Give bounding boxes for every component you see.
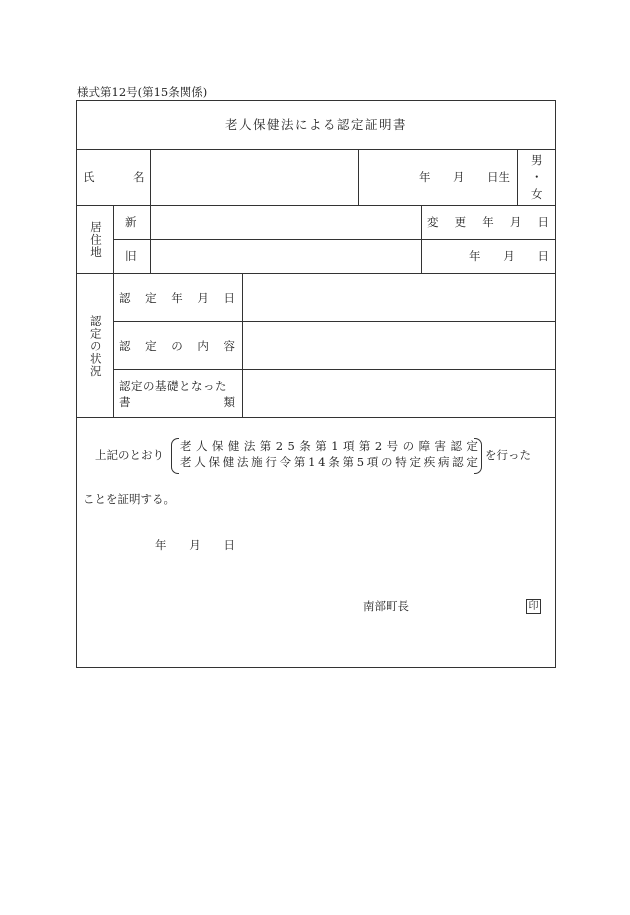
option-char: 2: [374, 439, 383, 453]
option-char: 老: [180, 455, 192, 469]
change-date-label: [427, 217, 549, 229]
option-char: 健: [222, 455, 235, 469]
sex-separator: ・: [531, 170, 543, 184]
label-char: 月: [197, 291, 209, 305]
residence-label: 居住地: [89, 221, 103, 259]
option-char: 保: [208, 455, 220, 469]
change-date-char: 月: [509, 215, 522, 229]
option-char: の: [381, 455, 393, 469]
option-char: 5: [356, 455, 365, 469]
old-date-char: 日: [537, 249, 549, 263]
option-char: 特: [395, 455, 407, 469]
option-char: の: [402, 439, 415, 453]
divider: [113, 321, 555, 322]
label-char: 類: [223, 395, 235, 409]
name-label-first: 氏: [83, 170, 95, 184]
seal-mark: 印: [526, 599, 541, 614]
label-char: 年: [171, 291, 183, 305]
option-char: 第: [358, 439, 371, 453]
statement-line2: ことを証明する。: [83, 492, 175, 506]
certification-status-label: 認定の状況: [88, 315, 103, 378]
divider: [421, 205, 422, 273]
option-char: 条: [328, 455, 340, 469]
birth-month-label: 月: [453, 170, 465, 184]
residence-old-label: 旧: [125, 249, 137, 263]
certification-docs-label-line2: [119, 397, 235, 409]
option-char: 第: [259, 439, 272, 453]
option-char: 人: [194, 455, 206, 469]
label-char: 日: [223, 291, 235, 305]
certificate-form: [76, 100, 556, 668]
certification-content-label: [119, 341, 235, 353]
option-char: 認: [452, 455, 464, 469]
form-number-caption: 様式第12号(第15条関係): [77, 85, 208, 99]
option-char: 害: [434, 439, 447, 453]
option-char: 認: [450, 439, 462, 453]
option-char: 障: [418, 439, 431, 453]
divider: [77, 149, 555, 150]
option-char: 定: [409, 455, 421, 469]
option-char: 号: [386, 439, 399, 453]
old-date-char: 月: [503, 249, 515, 263]
option-char: 健: [227, 439, 240, 453]
label-char: 認: [119, 291, 131, 305]
label-char: 書: [119, 395, 131, 409]
sex-male-option: 男: [531, 153, 543, 167]
option-char: 第: [342, 455, 354, 469]
option-char: 条: [299, 439, 311, 453]
option-char: 1: [308, 455, 316, 469]
divider: [77, 273, 555, 274]
divider: [113, 369, 555, 370]
label-char: 容: [223, 339, 235, 353]
label-char: の: [171, 339, 183, 353]
label-char: 認: [119, 339, 131, 353]
certification-option-1: [180, 441, 478, 453]
label-char: 定: [145, 291, 157, 305]
option-char: 4: [318, 455, 326, 469]
divider: [517, 149, 518, 205]
change-date-char: 変: [427, 215, 439, 229]
sex-female-option: 女: [531, 187, 543, 201]
divider: [77, 417, 555, 418]
right-brace: [474, 438, 482, 474]
residence-new-label: 新: [125, 215, 137, 229]
divider: [150, 149, 151, 205]
issue-day-label: 日: [223, 538, 235, 552]
signer-title: 南部町長: [363, 599, 409, 613]
divider: [358, 149, 359, 205]
option-char: 施: [251, 455, 263, 469]
statement-prefix: 上記のとおり: [95, 448, 164, 462]
option-char: 5: [287, 439, 295, 453]
option-char: 定: [466, 455, 478, 469]
statement-suffix: を行った: [485, 448, 531, 462]
label-char: 内: [197, 339, 209, 353]
option-char: 保: [211, 439, 224, 453]
certification-date-label: [119, 293, 235, 305]
option-char: 2: [275, 439, 284, 453]
issue-month-label: 月: [189, 538, 201, 552]
option-char: 疾: [423, 455, 436, 469]
change-date-char: 日: [537, 215, 549, 229]
option-char: 人: [195, 439, 208, 453]
option-char: 定: [466, 439, 478, 453]
option-char: 項: [366, 455, 379, 469]
option-char: 項: [342, 439, 355, 453]
option-char: 行: [265, 455, 277, 469]
name-label-second: 名: [133, 170, 145, 184]
left-brace: [171, 438, 179, 474]
label-char: 定: [145, 339, 157, 353]
divider: [242, 273, 243, 417]
option-char: 法: [243, 439, 256, 453]
birth-year-label: 年: [419, 170, 431, 184]
old-date-label: [469, 251, 549, 263]
option-char: 老: [180, 439, 192, 453]
divider: [113, 205, 114, 417]
certification-option-2: [180, 457, 478, 469]
option-char: 第: [293, 455, 306, 469]
issue-date: [155, 540, 235, 552]
certification-docs-label-line1: 認定の基礎となった: [119, 379, 227, 393]
option-char: 病: [437, 455, 450, 469]
form-title: 老人保健法による認定証明書: [224, 117, 407, 132]
option-char: 1: [331, 439, 339, 453]
change-date-char: 年: [482, 215, 494, 229]
option-char: 第: [315, 439, 327, 453]
divider: [150, 205, 151, 273]
option-char: 令: [279, 455, 292, 469]
option-char: 法: [236, 455, 249, 469]
issue-year-label: 年: [155, 538, 167, 552]
divider: [113, 239, 555, 240]
old-date-char: 年: [469, 249, 481, 263]
birth-day-label: 日生: [487, 170, 510, 184]
change-date-char: 更: [454, 215, 467, 229]
divider: [77, 205, 555, 206]
